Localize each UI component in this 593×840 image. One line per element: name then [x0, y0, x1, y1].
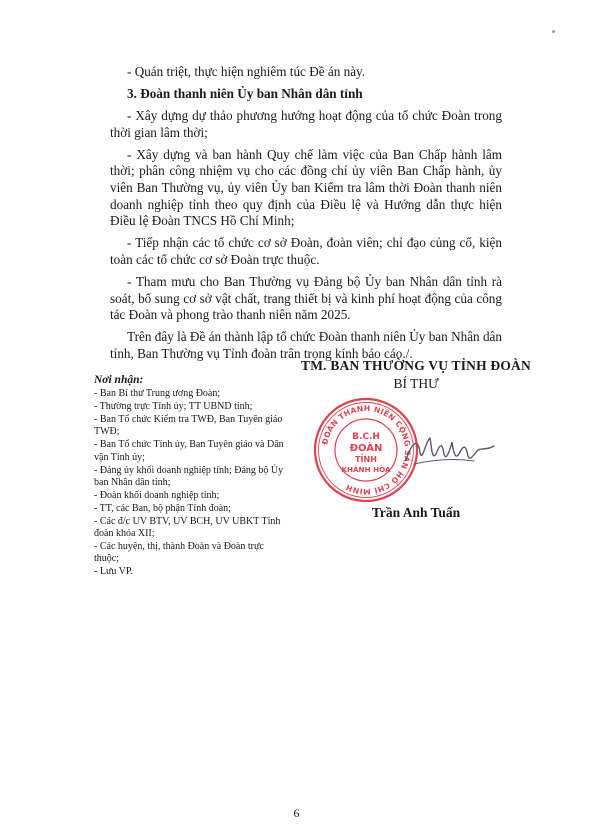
document-body: [110, 64, 502, 368]
section-heading: 3. Đoàn thanh niên Ủy ban Nhân dân tỉnh: [127, 86, 363, 102]
body-paragraph: - Tham mưu cho Ban Thường vụ Đảng bộ Ủy ban Nhân dân tỉnh rà soát, bổ sung cơ sở vật chất, trang thiết bị và kinh phí hoạt động của công tác Đoàn và phong trào thanh niên năm 2025.: [110, 274, 502, 323]
stamp-ring-text: ĐOÀN THANH NIÊN CỘNG SẢN HỒ CHÍ MINH: [320, 403, 413, 497]
recipient-item: - Đoàn khối doanh nghiệp tỉnh;: [94, 489, 220, 501]
recipient-item: - Các đ/c UV BTV, UV BCH, UV UBKT Tỉnh đoàn khóa XII;: [94, 516, 281, 540]
signer-organization: TM. BAN THƯỜNG VỤ TỈNH ĐOÀN: [301, 358, 531, 373]
recipient-item: - Ban Tổ chức Kiểm tra TWĐ, Ban Tuyên giáo TWĐ;: [94, 414, 283, 438]
stamp-text: B.C.H: [352, 432, 380, 442]
recipients-list: [94, 388, 290, 578]
body-paragraph: - Tiếp nhận các tổ chức cơ sở Đoàn, đoàn viên; chỉ đạo củng cố, kiện toàn các tổ chức cơ sở Đoàn trực thuộc.: [110, 235, 502, 267]
signer-role: BÍ THƯ: [393, 376, 439, 391]
stamp-text: ĐOÀN: [349, 443, 383, 454]
body-line: - Quán triệt, thực hiện nghiêm túc Đề án này.: [127, 64, 366, 79]
stamp-text: TỈNH: [355, 455, 377, 464]
recipients-block: [94, 374, 290, 580]
signer-name: Trần Anh Tuấn: [371, 505, 461, 520]
body-paragraph: - Xây dựng và ban hành Quy chế làm việc của Ban Chấp hành lâm thời; phân công nhiệm vụ cho các đồng chí ủy viên Ban Chấp hành, ủy viên Ban Thường vụ, ủy viên Ủy ban Kiểm tra lâm thời Đoàn thanh niên doanh nghiệp tỉnh theo quy định của Điều lệ và Hướng dẫn thực hiện Điều lệ Đoàn TNCS Hồ Chí Minh;: [110, 146, 502, 229]
scan-speck: [552, 30, 555, 33]
recipient-item: - Ban Bí thư Trung ương Đoàn;: [94, 388, 221, 400]
recipient-item: - Các huyện, thị, thành Đoàn và Đoàn trực thuộc;: [94, 541, 264, 565]
recipient-item: - Đảng ủy khối doanh nghiệp tỉnh; Đảng bộ Ủy ban Nhân dân tỉnh;: [94, 464, 284, 488]
recipient-item: - Lưu VP.: [94, 566, 133, 578]
recipient-item: - TT, các Ban, bộ phận Tỉnh đoàn;: [94, 502, 231, 514]
body-paragraph: - Xây dựng dự thảo phương hướng hoạt động của tổ chức Đoàn trong thời gian lâm thời;: [110, 108, 502, 140]
signature-block: [300, 358, 532, 392]
page-number: 6: [293, 806, 300, 820]
closing-paragraph: Trên đây là Đề án thành lập tổ chức Đoàn thanh niên Ủy ban Nhân dân tỉnh, Ban Thường vụ Tỉnh đoàn trân trọng kính báo cáo./.: [110, 329, 502, 361]
recipients-title: Nơi nhận:: [94, 374, 144, 386]
recipient-item: - Ban Tổ chức Tỉnh ủy, Ban Tuyên giáo và Dân vận Tỉnh ủy;: [94, 439, 284, 463]
stamp-text: KHÁNH HÒA: [341, 465, 391, 474]
recipient-item: - Thường trực Tỉnh ủy; TT UBND tỉnh;: [94, 401, 253, 413]
handwritten-signature: [402, 430, 498, 472]
